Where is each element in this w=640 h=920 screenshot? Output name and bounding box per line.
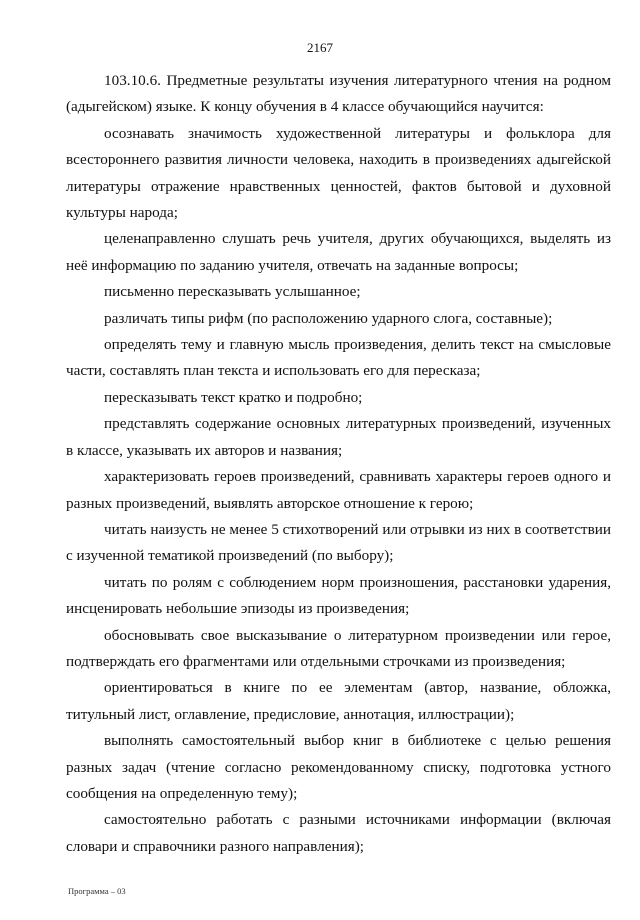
body-paragraph: читать наизусть не менее 5 стихотворений или отрывки из них в соответствии с изученной тематикой произведений (по выбору); xyxy=(66,520,611,565)
body-paragraph: самостоятельно работать с разными источниками информации (включая словари и справочники разного направления); xyxy=(66,811,611,855)
body-paragraph: пересказывать текст кратко и подробно; xyxy=(104,388,363,406)
body-paragraph: характеризовать героев произведений, сравнивать характеры героев одного и разных произведений, выявлять авторское отношение к герою; xyxy=(66,468,611,512)
body-paragraph: различать типы рифм (по расположению ударного слога, составные); xyxy=(104,309,553,327)
body-paragraph: письменно пересказывать услышанное; xyxy=(104,283,361,301)
body-paragraph: выполнять самостоятельный выбор книг в библиотеке с целью решения разных задач (чтение согласно рекомендованному списку, подготовка устного сообщения на определенную тему); xyxy=(66,732,611,802)
body-paragraph: определять тему и главную мысль произведения, делить текст на смысловые части, составлять план текста и использовать его для пересказа; xyxy=(66,336,611,380)
section-heading-paragraph: 103.10.6. Предметные результаты изучения литературного чтения на родном (адыгейском) языке. К концу обучения в 4 классе обучающийся научится: xyxy=(66,72,611,116)
body-paragraph: осознавать значимость художественной литературы и фольклора для всестороннего развития личности человека, находить в произведениях адыгейской литературы отражение нравственных ценностей, фактов бытовой и духовной культуры народа; xyxy=(66,124,611,222)
body-paragraph: представлять содержание основных литературных произведений, изученных в классе, указывать их авторов и названия; xyxy=(66,415,611,459)
body-paragraph: ориентироваться в книге по ее элементам (автор, название, обложка, титульный лист, оглавление, предисловие, аннотация, иллюстрации); xyxy=(66,679,611,723)
document-body xyxy=(66,68,611,860)
body-paragraph: обосновывать свое высказывание о литературном произведении или герое, подтверждать его фрагментами или отдельными строчками из произведения; xyxy=(66,626,611,670)
page-number: 2167 xyxy=(307,40,333,55)
body-paragraph: целенаправленно слушать речь учителя, других обучающихся, выделять из неё информацию по заданию учителя, отвечать на заданные вопросы; xyxy=(66,230,611,274)
page-footer: Программа – 03 xyxy=(68,886,126,896)
body-paragraph: читать по ролям с соблюдением норм произношения, расстановки ударения, инсценировать небольшие эпизоды из произведения; xyxy=(66,573,611,618)
